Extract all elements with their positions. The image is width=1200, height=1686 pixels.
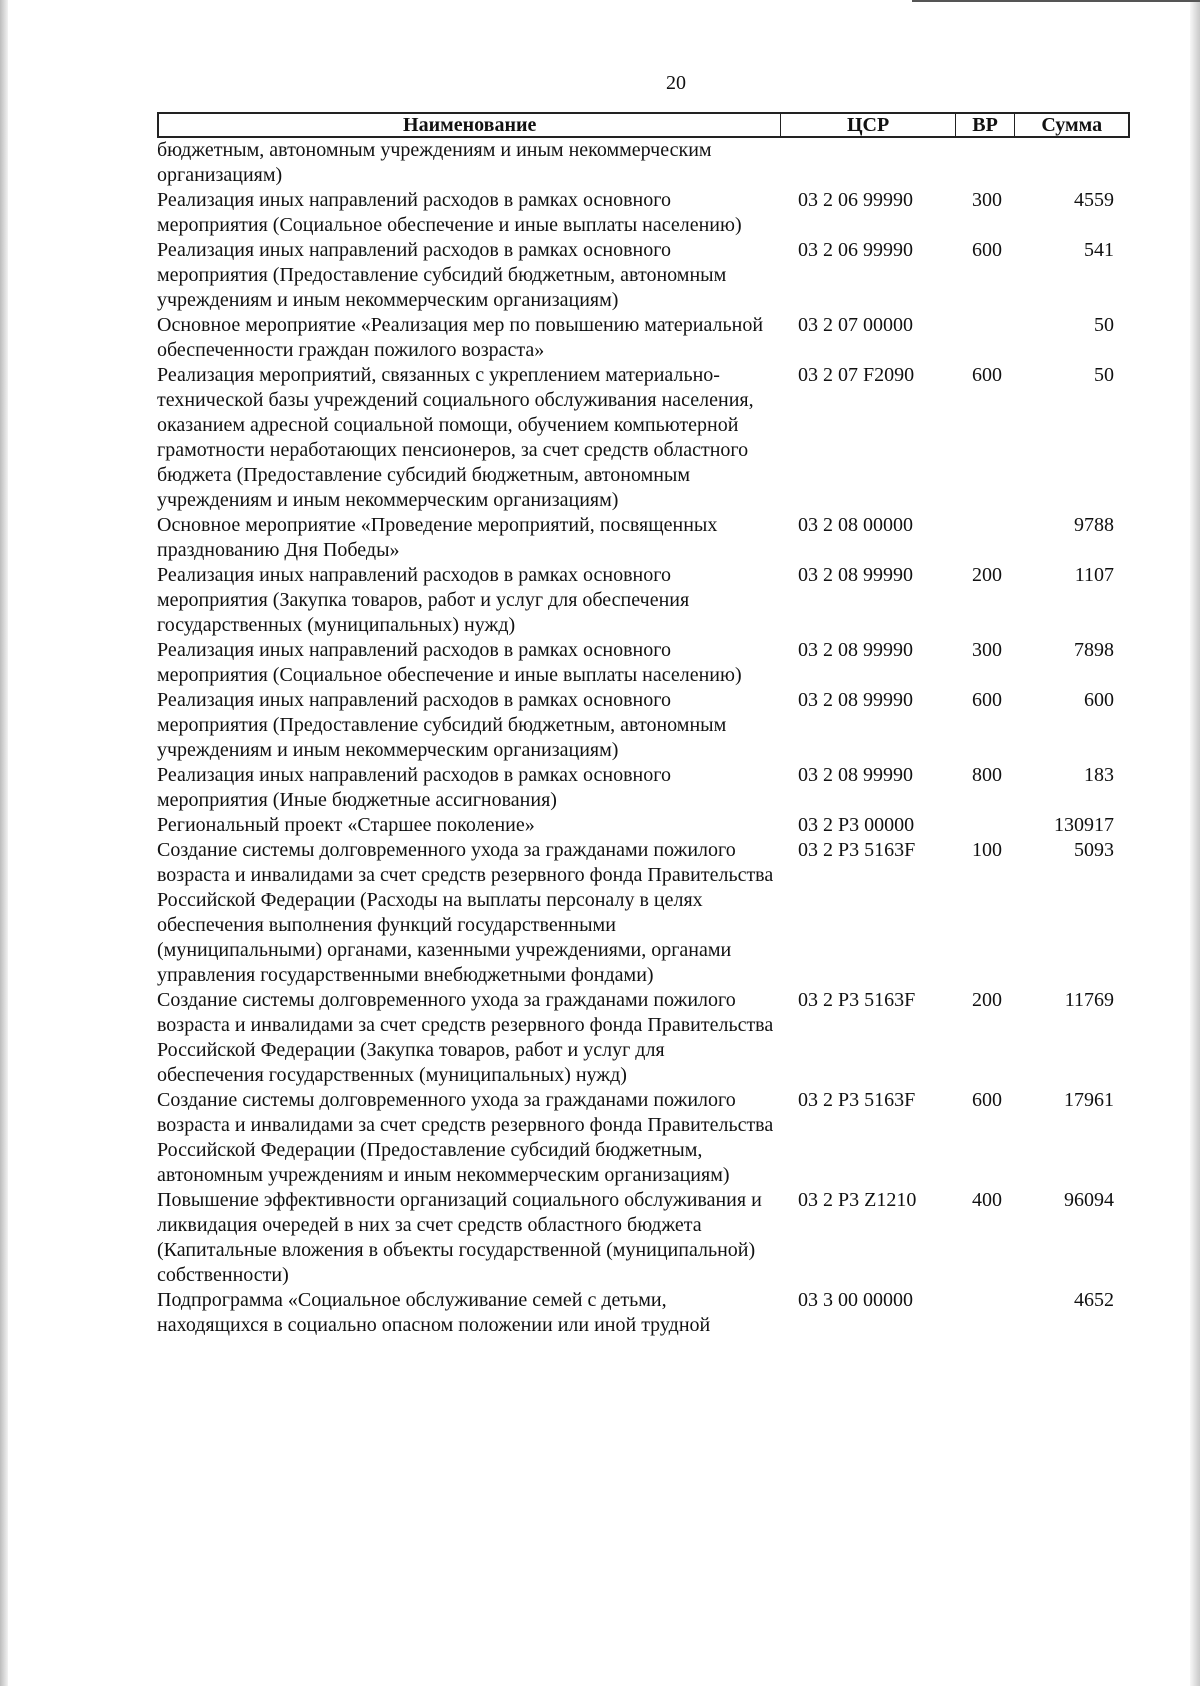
cell-name: бюджетным, автономным учреждениям и иным некоммерческим организациям) — [157, 139, 712, 186]
cell-sum: 96094 — [1064, 1189, 1114, 1211]
cell-name: Реализация иных направлений расходов в рамках основного мероприятия (Предоставление субсидий бюджетным, автономным учреждениям и иным некоммерческим организациям) — [157, 239, 727, 311]
table-row — [157, 513, 1130, 563]
cell-vr: 600 — [972, 364, 1002, 386]
cell-csr: 03 3 00 00000 — [798, 1289, 913, 1311]
table-row — [157, 813, 1130, 838]
cell-name: Основное мероприятие «Проведение мероприятий, посвященных празднованию Дня Победы» — [157, 514, 718, 561]
cell-vr: 600 — [972, 1089, 1002, 1111]
table-body — [157, 138, 1130, 1338]
cell-sum: 4559 — [1074, 189, 1114, 211]
page-number: 20 — [666, 72, 686, 94]
header-sum: Сумма — [1041, 114, 1103, 136]
cell-csr: 03 2 08 99990 — [798, 639, 913, 661]
cell-csr: 03 2 06 99990 — [798, 189, 913, 211]
cell-csr: 03 2 08 99990 — [798, 689, 913, 711]
cell-csr: 03 2 06 99990 — [798, 239, 913, 261]
cell-name: Реализация иных направлений расходов в рамках основного мероприятия (Предоставление субсидий бюджетным, автономным учреждениям и иным некоммерческим организациям) — [157, 689, 727, 761]
cell-name: Создание системы долговременного ухода за гражданами пожилого возраста и инвалидами за счет средств резервного фонда Правительства Российской Федерации (Закупка товаров, работ и услуг для обеспечения государственных (муниципальных) нужд) — [157, 989, 774, 1086]
table-row — [157, 688, 1130, 763]
cell-sum: 600 — [1084, 689, 1114, 711]
table-row — [157, 238, 1130, 313]
table-row — [157, 763, 1130, 813]
cell-csr: 03 2 07 00000 — [798, 314, 913, 336]
cell-name: Создание системы долговременного ухода за гражданами пожилого возраста и инвалидами за счет средств резервного фонда Правительства Российской Федерации (Расходы на выплаты персоналу в целях обеспечения выполнения функций государственными (муниципальными) органами, казенными учреждениями, органами управления государственными внебюджетными фондами) — [157, 839, 774, 986]
table-row — [157, 638, 1130, 688]
cell-sum: 50 — [1094, 314, 1114, 336]
cell-vr: 100 — [972, 839, 1002, 861]
cell-csr: 03 2 08 99990 — [798, 764, 913, 786]
header-csr: ЦСР — [781, 114, 955, 136]
table-row — [157, 988, 1130, 1088]
table-row — [157, 1088, 1130, 1188]
cell-name: Повышение эффективности организаций социального обслуживания и ликвидация очередей в них за счет средств областного бюджета (Капитальные вложения в объекты государственной (муниципальной) собственности) — [157, 1189, 762, 1286]
table-row — [157, 563, 1130, 638]
cell-vr: 600 — [972, 689, 1002, 711]
cell-name: Реализация иных направлений расходов в рамках основного мероприятия (Социальное обеспечение и иные выплаты населению) — [157, 189, 742, 236]
cell-csr: 03 2 P3 5163F — [798, 839, 916, 861]
scan-left-edge — [0, 0, 8, 1686]
cell-name: Реализация иных направлений расходов в рамках основного мероприятия (Социальное обеспечение и иные выплаты населению) — [157, 639, 742, 686]
cell-name: Региональный проект «Старшее поколение» — [157, 814, 535, 836]
header-vr: ВР — [956, 114, 1016, 136]
cell-sum: 183 — [1084, 764, 1114, 786]
cell-csr: 03 2 08 99990 — [798, 564, 913, 586]
table-row — [157, 138, 1130, 188]
scan-top-line — [912, 0, 1200, 2]
cell-sum: 541 — [1084, 239, 1114, 261]
cell-vr: 300 — [972, 639, 1002, 661]
cell-csr: 03 2 P3 Z1210 — [798, 1189, 917, 1211]
cell-csr: 03 2 P3 5163F — [798, 1089, 916, 1111]
cell-sum: 50 — [1094, 364, 1114, 386]
cell-name: Основное мероприятие «Реализация мер по повышению материальной обеспеченности граждан пожилого возраста» — [157, 314, 764, 361]
cell-sum: 17961 — [1064, 1089, 1114, 1111]
table-row — [157, 1288, 1130, 1338]
cell-csr: 03 2 P3 5163F — [798, 989, 916, 1011]
cell-csr: 03 2 08 00000 — [798, 514, 913, 536]
scan-right-edge — [1190, 0, 1200, 1686]
cell-sum: 11769 — [1064, 989, 1114, 1011]
cell-vr: 800 — [972, 764, 1002, 786]
budget-table — [157, 112, 1130, 1338]
table-row — [157, 313, 1130, 363]
cell-sum: 4652 — [1074, 1289, 1114, 1311]
cell-sum: 1107 — [1074, 564, 1114, 586]
cell-sum: 5093 — [1074, 839, 1114, 861]
header-name: Наименование — [159, 114, 781, 136]
cell-name: Создание системы долговременного ухода за гражданами пожилого возраста и инвалидами за счет средств резервного фонда Правительства Российской Федерации (Предоставление субсидий бюджетным, автономным учреждениям и иным некоммерческим организациям) — [157, 1089, 774, 1186]
table-header — [157, 112, 1130, 138]
cell-vr: 300 — [972, 189, 1002, 211]
cell-vr: 200 — [972, 989, 1002, 1011]
table-row — [157, 1188, 1130, 1288]
table-row — [157, 188, 1130, 238]
cell-name: Реализация иных направлений расходов в рамках основного мероприятия (Закупка товаров, работ и услуг для обеспечения государственных (муниципальных) нужд) — [157, 564, 690, 636]
cell-sum: 9788 — [1074, 514, 1114, 536]
cell-name: Подпрограмма «Социальное обслуживание семей с детьми, находящихся в социально опасном положении или иной трудной — [157, 1289, 711, 1336]
cell-sum: 130917 — [1054, 814, 1114, 836]
cell-csr: 03 2 07 F2090 — [798, 364, 915, 386]
cell-sum: 7898 — [1074, 639, 1114, 661]
cell-vr: 400 — [972, 1189, 1002, 1211]
cell-vr: 600 — [972, 239, 1002, 261]
table-row — [157, 363, 1130, 513]
cell-name: Реализация иных направлений расходов в рамках основного мероприятия (Иные бюджетные ассигнования) — [157, 764, 671, 811]
cell-csr: 03 2 P3 00000 — [798, 814, 915, 836]
cell-vr: 200 — [972, 564, 1002, 586]
table-row — [157, 838, 1130, 988]
cell-name: Реализация мероприятий, связанных с укреплением материально-технической базы учреждений социального обслуживания населения, оказанием адресной социальной помощи, обучением компьютерной грамотности неработающих пенсионеров, за счет средств областного бюджета (Предоставление субсидий бюджетным, автономным учреждениям и иным некоммерческим организациям) — [157, 364, 754, 511]
